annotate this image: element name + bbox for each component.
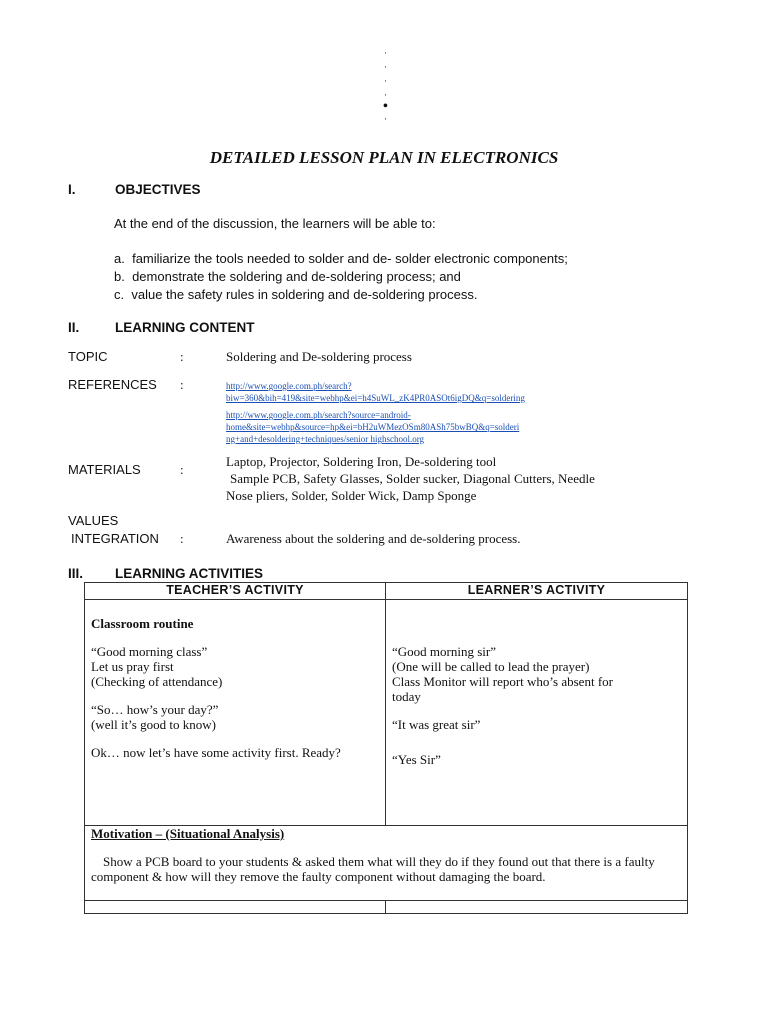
materials-colon: :	[180, 462, 184, 477]
activities-table	[84, 582, 688, 914]
reference-link-2[interactable]: http://www.google.com.ph/search?source=android- home&site=webhp&source=hp&ei=bH2uWMezOSm80ASh75bwBQ&q=solderi ng+and+desoldering+techniques/senior highschool.org	[226, 410, 520, 444]
teacher-activity-header: TEACHER’S ACTIVITY	[85, 583, 386, 600]
document-title: DETAILED LESSON PLAN IN ELECTRONICS	[209, 148, 559, 167]
learner-activity-header: LEARNER’S ACTIVITY	[386, 583, 688, 600]
materials-label: MATERIALS	[68, 462, 141, 477]
values-colon: :	[180, 531, 184, 546]
references-colon: :	[180, 377, 184, 392]
values-label: VALUES	[68, 513, 119, 528]
classroom-routine-heading: Classroom routine	[91, 616, 194, 631]
reference-link-1[interactable]: http://www.google.com.ph/search? biw=360&bih=419&site=webhp&ei=h4SuWL_zK4PR0ASOt6igDQ&q=soldering	[226, 381, 525, 403]
learner-activity-cell: “Good morning sir” (One will be called to lead the prayer) Class Monitor will report who’s absent for today “It was great sir” “Yes Sir”	[386, 600, 688, 826]
motivation-heading: Motivation – (Situational Analysis)	[91, 826, 285, 841]
motivation-cell	[85, 826, 688, 901]
objective-item: b. demonstrate the soldering and de-soldering process; and	[114, 269, 461, 284]
motivation-text: Show a PCB board to your students & asked them what will they do if they found out that there is a faulty component & how will they remove the faulty component without damaging the board.	[91, 854, 655, 884]
values-integration-value: Awareness about the soldering and de-soldering process.	[226, 531, 521, 546]
objective-item: a. familiarize the tools needed to solder and de- solder electronic components;	[114, 251, 568, 266]
objectives-intro: At the end of the discussion, the learners will be able to:	[114, 216, 436, 231]
empty-cell	[386, 901, 688, 914]
topic-value: Soldering and De-soldering process	[226, 349, 412, 364]
decorative-dots: · · · · • ·	[383, 48, 388, 124]
objective-item: c. value the safety rules in soldering and de-soldering process.	[114, 287, 478, 302]
topic-colon: :	[180, 349, 184, 364]
integration-label: INTEGRATION	[71, 531, 159, 546]
materials-value: Laptop, Projector, Soldering Iron, De-soldering tool Sample PCB, Safety Glasses, Solder sucker, Diagonal Cutters, Needle Nose pliers, Solder, Solder Wick, Damp Sponge	[226, 454, 595, 503]
teacher-activity-cell: Classroom routine “Good morning class” Let us pray first (Checking of attendance) “So… how’s your day?” (well it’s good to know) Ok… now let’s have some activity first. Ready?	[85, 600, 386, 826]
empty-cell	[85, 901, 386, 914]
references-label: REFERENCES	[68, 377, 157, 392]
topic-label: TOPIC	[68, 349, 108, 364]
